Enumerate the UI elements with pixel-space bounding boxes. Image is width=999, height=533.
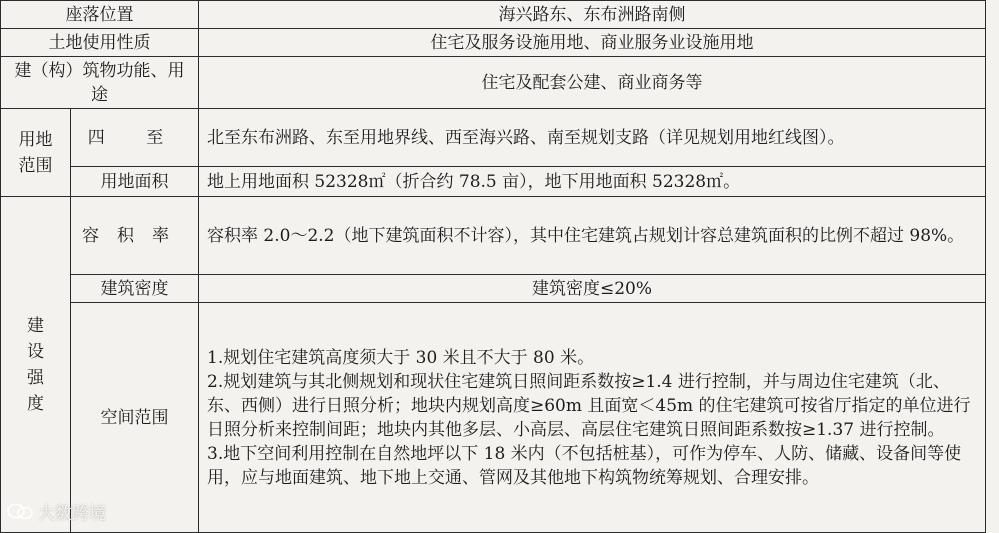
space-label: 空间范围 (71, 303, 199, 533)
density-label: 建筑密度 (71, 275, 199, 303)
table-row-area (1, 167, 986, 197)
site-range-group-label (1, 109, 71, 197)
table-row-space (1, 303, 986, 533)
space-value (199, 303, 986, 533)
location-label: 座落位置 (1, 1, 199, 29)
intensity-text: 建设强度 (27, 315, 44, 414)
watermark (6, 499, 106, 524)
table-row-density (1, 275, 986, 303)
table-row-location (1, 1, 986, 29)
site-range-text: 用地范围 (18, 129, 53, 176)
watermark-text: 大数跨境 (38, 504, 106, 524)
location-value: 海兴路东、东布洲路南侧 (199, 1, 986, 29)
land-use-value: 住宅及服务设施用地、商业服务业设施用地 (199, 29, 986, 57)
boundary-label: 四 至 (71, 109, 199, 167)
chat-bubble-icon (6, 502, 34, 522)
far-label: 容积率 (71, 197, 199, 275)
intensity-group-label (1, 197, 71, 533)
space-item-3: 3.地下空间利用控制在自然地坪以下 18 米内（不包括桩基），可作为停车、人防、储藏、设备间等使用，应与地面建筑、地下地上交通、管网及其他地下构筑物统筹规划、合理安排。 (207, 443, 962, 488)
boundary-value: 北至东布洲路、东至用地界线、西至海兴路、南至规划支路（详见规划用地红线图）。 (199, 109, 986, 167)
space-item-1: 1.规划住宅建筑高度须大于 30 米且不大于 80 米。 (207, 347, 595, 368)
area-label: 用地面积 (71, 167, 199, 197)
density-value: 建筑密度≤20% (199, 275, 986, 303)
function-label: 建（构）筑物功能、用途 (1, 57, 199, 109)
area-value: 地上用地面积 52328㎡（折合约 78.5 亩），地下用地面积 52328㎡。 (199, 167, 986, 197)
far-value: 容积率 2.0～2.2（地下建筑面积不计容），其中住宅建筑占规划计容总建筑面积的比例不超过 98%。 (199, 197, 986, 275)
land-use-label: 土地使用性质 (1, 29, 199, 57)
table-row-land-use (1, 29, 986, 57)
space-item-2: 2.规划建筑与其北侧规划和现状住宅建筑日照间距系数按≥1.4 进行控制，并与周边住宅建筑（北、东、西侧）进行日照分析；地块内规划高度≥60m 且面宽＜45m 的住宅建筑可按省厅指定的单位进行日照分析来控制间距；地块内其他多层、小高层、高层住宅建筑日照间距系数按≥1.37 进行控制。 (207, 371, 971, 440)
table-row-far (1, 197, 986, 275)
table-row-function (1, 57, 986, 109)
table-row-boundary (1, 109, 986, 167)
function-value: 住宅及配套公建、商业商务等 (199, 57, 986, 109)
